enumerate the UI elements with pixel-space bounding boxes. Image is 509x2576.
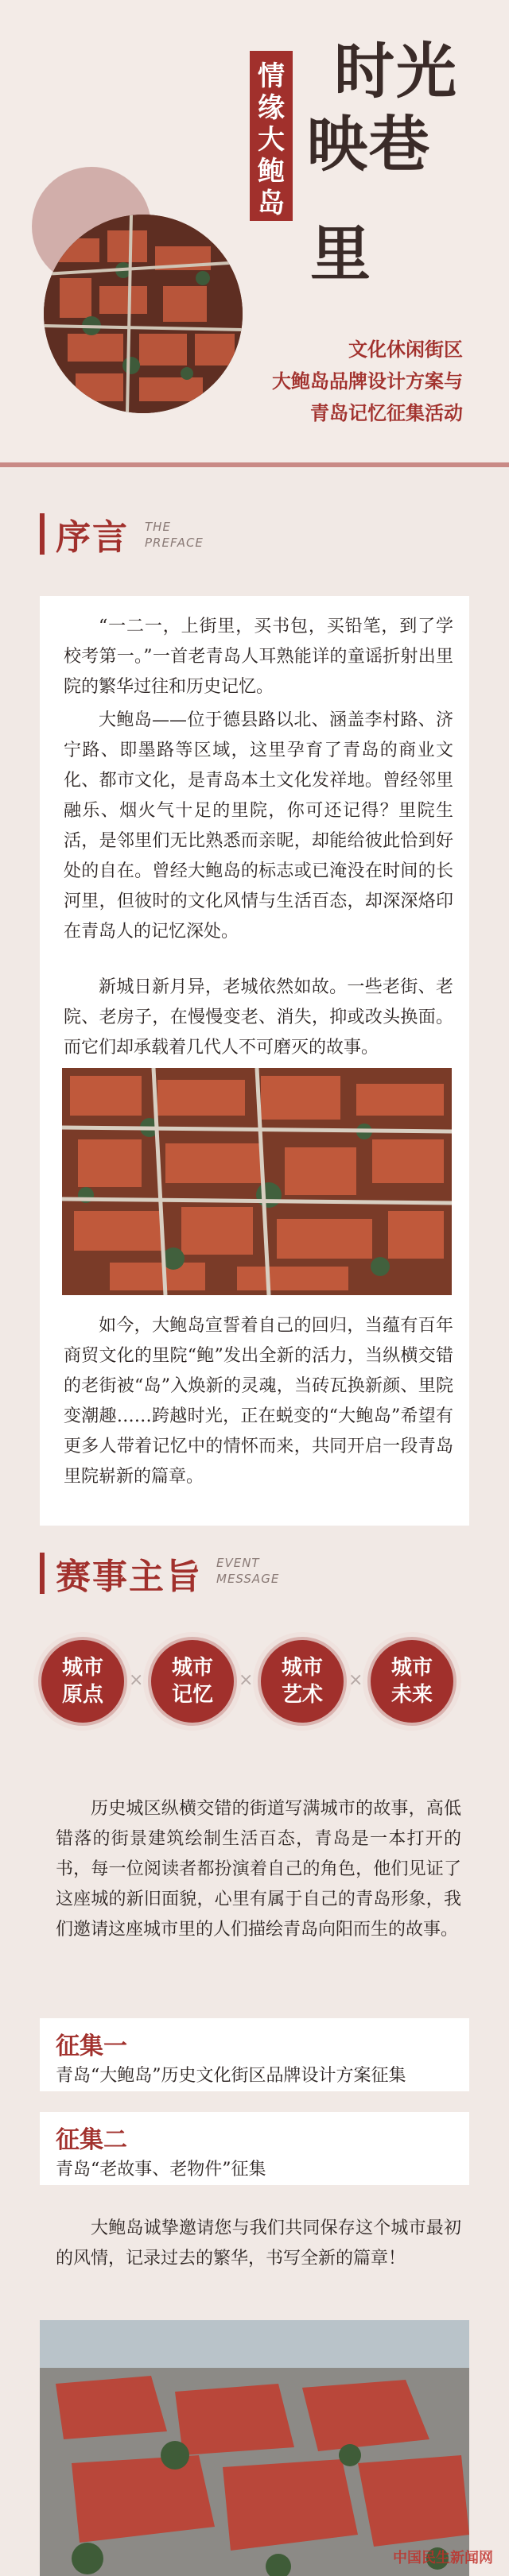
times-icon: ×	[129, 1670, 144, 1690]
event-heading-cn: 赛事主旨	[56, 1557, 202, 1597]
event-heading-en-2: MESSAGE	[216, 1572, 280, 1586]
hero-title-line-2: 映巷	[307, 109, 431, 180]
preface-paragraph-4: 如今，大鲍岛宣誓着自己的回归，当蕴有百年商贸文化的里院“鲍”发出全新的活力，当纵横交错的老街被“岛”入焕新的灵魂，当砖瓦换新颜、里院变潮趣……跨越时光，正在蜕变的“大鲍岛”希望有更多人带着记忆中的情怀而来，共同开启一段青岛里院崭新的篇章。	[64, 1316, 453, 1487]
collection-2-desc: 青岛“老故事、老物件”征集	[56, 2160, 266, 2180]
collection-2-title: 征集二	[56, 2126, 127, 2154]
preface-heading-en-2: PREFACE	[145, 536, 204, 550]
collection-1-title: 征集一	[56, 2033, 127, 2060]
theme-circle-memory	[148, 1637, 237, 1726]
hero-title-line-3: 里	[310, 219, 372, 289]
preface-heading-en-1: THE	[145, 520, 171, 534]
hero-divider	[0, 462, 509, 467]
event-heading-en-1: EVENT	[216, 1556, 260, 1570]
theme-circle-line2: 未来	[390, 1683, 433, 1707]
event-heading	[40, 1548, 326, 1599]
preface-heading	[40, 509, 278, 559]
times-icon: ×	[239, 1670, 254, 1690]
theme-circle-line2: 原点	[61, 1683, 103, 1707]
preface-paragraph-2: 大鲍岛——位于德县路以北、涵盖李村路、济宁路、即墨路等区域，这里孕育了青岛的商业文化、都市文化，是青岛本土文化发祥地。曾经邻里融乐、烟火气十足的里院，你可还记得？里院生活，是邻里们无比熟悉而亲昵，却能给彼此恰到好处的自在。曾经大鲍岛的标志或已淹没在时间的长河里，但彼时的文化风情与生活百态，却深深烙印在青岛人的记忆深处。	[64, 710, 453, 942]
preface-paragraph-1: “一二一，上街里，买书包，买铅笔，到了学校考第一。”一首老青岛人耳熟能详的童谣折射出里院的繁华过往和历史记忆。	[64, 617, 453, 697]
hero-subtitle-2: 大鲍岛品牌设计方案与	[272, 369, 463, 393]
theme-circle-line1: 城市	[390, 1656, 433, 1680]
theme-circle-future	[367, 1637, 457, 1726]
theme-circle-origin	[38, 1637, 127, 1726]
heading-bar	[40, 513, 45, 555]
theme-circle-line1: 城市	[281, 1656, 323, 1680]
heading-bar	[40, 1553, 45, 1594]
preface-paragraph-3: 新城日新月异，老城依然如故。一些老街、老院、老房子，在慢慢变老、消失，抑或改头换面。而它们却承载着几代人不可磨灭的故事。	[64, 977, 453, 1058]
collection-1	[40, 2018, 469, 2091]
hero-title-line-1: 时光	[334, 36, 458, 106]
hero-banner	[0, 0, 509, 469]
collection-2	[40, 2112, 469, 2185]
hero-subtitle-1: 文化休闲街区	[348, 338, 463, 361]
theme-circle-line1: 城市	[171, 1656, 213, 1680]
theme-circle-line1: 城市	[61, 1656, 103, 1680]
preface-card	[40, 596, 469, 1526]
collection-1-desc: 青岛“大鲍岛”历史文化街区品牌设计方案征集	[56, 2066, 406, 2086]
event-description: 历史城区纵横交错的街道写满城市的故事，高低错落的街景建筑绘制生活百态，青岛是一本打开的书，每一位阅读者都扮演着自己的角色，他们见证了这座城的新旧面貌，心里有属于自己的青岛形象，我们邀请这座城市里的人们描绘青岛向阳而生的故事。	[56, 1799, 461, 1940]
hero-vertical-title: 情缘大鲍岛	[250, 51, 293, 221]
theme-circle-art	[258, 1637, 347, 1726]
invitation-text: 大鲍岛诚挚邀请您与我们共同保存这个城市最初的风情，记录过去的繁华，书写全新的篇章！	[56, 2218, 461, 2269]
bottom-aerial-photo	[40, 2320, 469, 2576]
watermark-text: 中国民生新闻网	[393, 2550, 493, 2566]
theme-circle-line2: 艺术	[281, 1683, 323, 1707]
preface-aerial-photo	[62, 1068, 452, 1295]
theme-circle-line2: 记忆	[171, 1683, 213, 1707]
hero-subtitle-3: 青岛记忆征集活动	[310, 401, 463, 424]
theme-circles	[0, 1621, 509, 1740]
hero-aerial-photo	[44, 215, 243, 413]
times-icon: ×	[348, 1670, 363, 1690]
preface-heading-cn: 序言	[56, 517, 129, 558]
